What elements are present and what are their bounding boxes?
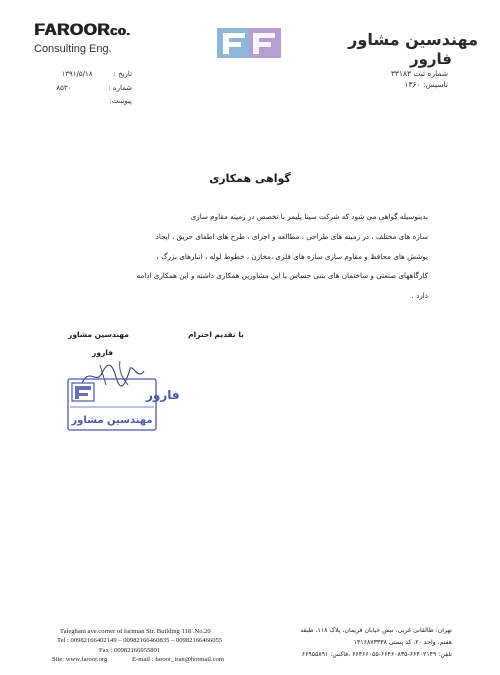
stamp-text-1: فارور <box>146 388 180 402</box>
brand-name-text: FAROOR <box>34 20 110 39</box>
brand-suffix: co. <box>109 23 131 38</box>
brand-name-en <box>34 20 130 40</box>
number-row <box>56 82 132 96</box>
registration-number: شماره ثبت ۳۳۱۸۳ <box>390 69 448 78</box>
signer-line-1: مهندسین مشاور <box>68 330 129 339</box>
footer-address-en: Taleghani ave.corner of fariman Str. Building 118 .No.20 <box>60 628 211 635</box>
letter-title: گواهی همکاری <box>209 172 291 185</box>
letter-body <box>84 207 428 306</box>
footer-email[interactable]: E-mail : faroor_iran@hotmail.com <box>132 655 224 663</box>
footer-address-fa-1: تهران: طالقانی غربی، نبش خیابان فریمان، پلاک ۱۱۸، طبقه <box>300 627 452 634</box>
attachment-label: پیوست: <box>109 97 132 105</box>
date-value: ۱۳۹۱/۵/۱۸ <box>61 70 93 78</box>
number-value: ۸۵۳۰ <box>56 83 72 92</box>
footer-tel-en: Tel : 00982166402149 – 00982166460835 – 00982166466055 <box>57 637 223 645</box>
footer-persian <box>300 625 452 661</box>
company-logo-icon <box>217 28 281 58</box>
footer-phone-fa: تلفن: ۶۶۴۰۲۱۴۹-۶۶۴۶۰۸۳۵-۶۶۴۶۶۰۵۵ ،فاکس: ۶۶۹۵۵۸۹۱ <box>301 651 452 658</box>
body-line: دارد . <box>411 291 428 301</box>
number-label: شماره : <box>108 83 132 92</box>
attachment-row <box>56 95 132 109</box>
regards-text: با تقدیم احترام <box>188 330 244 339</box>
brand-subtitle-en: Consulting Eng. <box>34 43 112 55</box>
body-line: کارگاههای صنعتی و ساختمان های بتنی حساس با این مشاورین همکاری داشته و این همکاری ادامه <box>136 271 428 281</box>
footer-fax-en: Fax : 00982166955891 <box>99 646 161 654</box>
body-line: بدینوسیله گواهی می شود که شرکت سینا پلیمر با تخصص در زمینه مقاوم سازی <box>190 212 428 221</box>
company-stamp <box>66 377 180 432</box>
brand-persian <box>348 30 478 90</box>
signer-line-2: فارور <box>92 348 114 357</box>
stamp-logo-icon <box>75 386 91 399</box>
body-line: پوشش های محافظ و مقاوم سازی سازه های فلزی ،مخازن ، خطوط لوله ، انبارهای بزرگ ، <box>156 251 428 261</box>
stamp-text-2: مهندسین مشاور <box>71 415 153 426</box>
brand-name-fa-2: فارور <box>409 50 452 68</box>
date-label: تاریخ : <box>113 70 132 78</box>
brand-english <box>34 20 130 55</box>
letter-meta <box>56 68 132 109</box>
footer-contact-row <box>52 655 224 664</box>
date-row <box>56 68 132 82</box>
footer-site[interactable]: Site: www.faroor.org <box>52 655 108 663</box>
footer-address-fa-2: هفتم، واحد ۲۰، کد پستی ۱۴۱۶۸۷۳۳۳۸ <box>353 639 452 646</box>
footer-english <box>52 627 224 664</box>
body-line: سازه های مختلف ، در زمینه های طراحی ، مطالعه و اجرای ، طرح های اطفای حریق ، ایجاد <box>155 231 428 241</box>
founded-year: تاسیس: ۱۳۶۰ <box>404 80 448 89</box>
brand-name-fa: مهندسین مشاور <box>348 30 478 49</box>
